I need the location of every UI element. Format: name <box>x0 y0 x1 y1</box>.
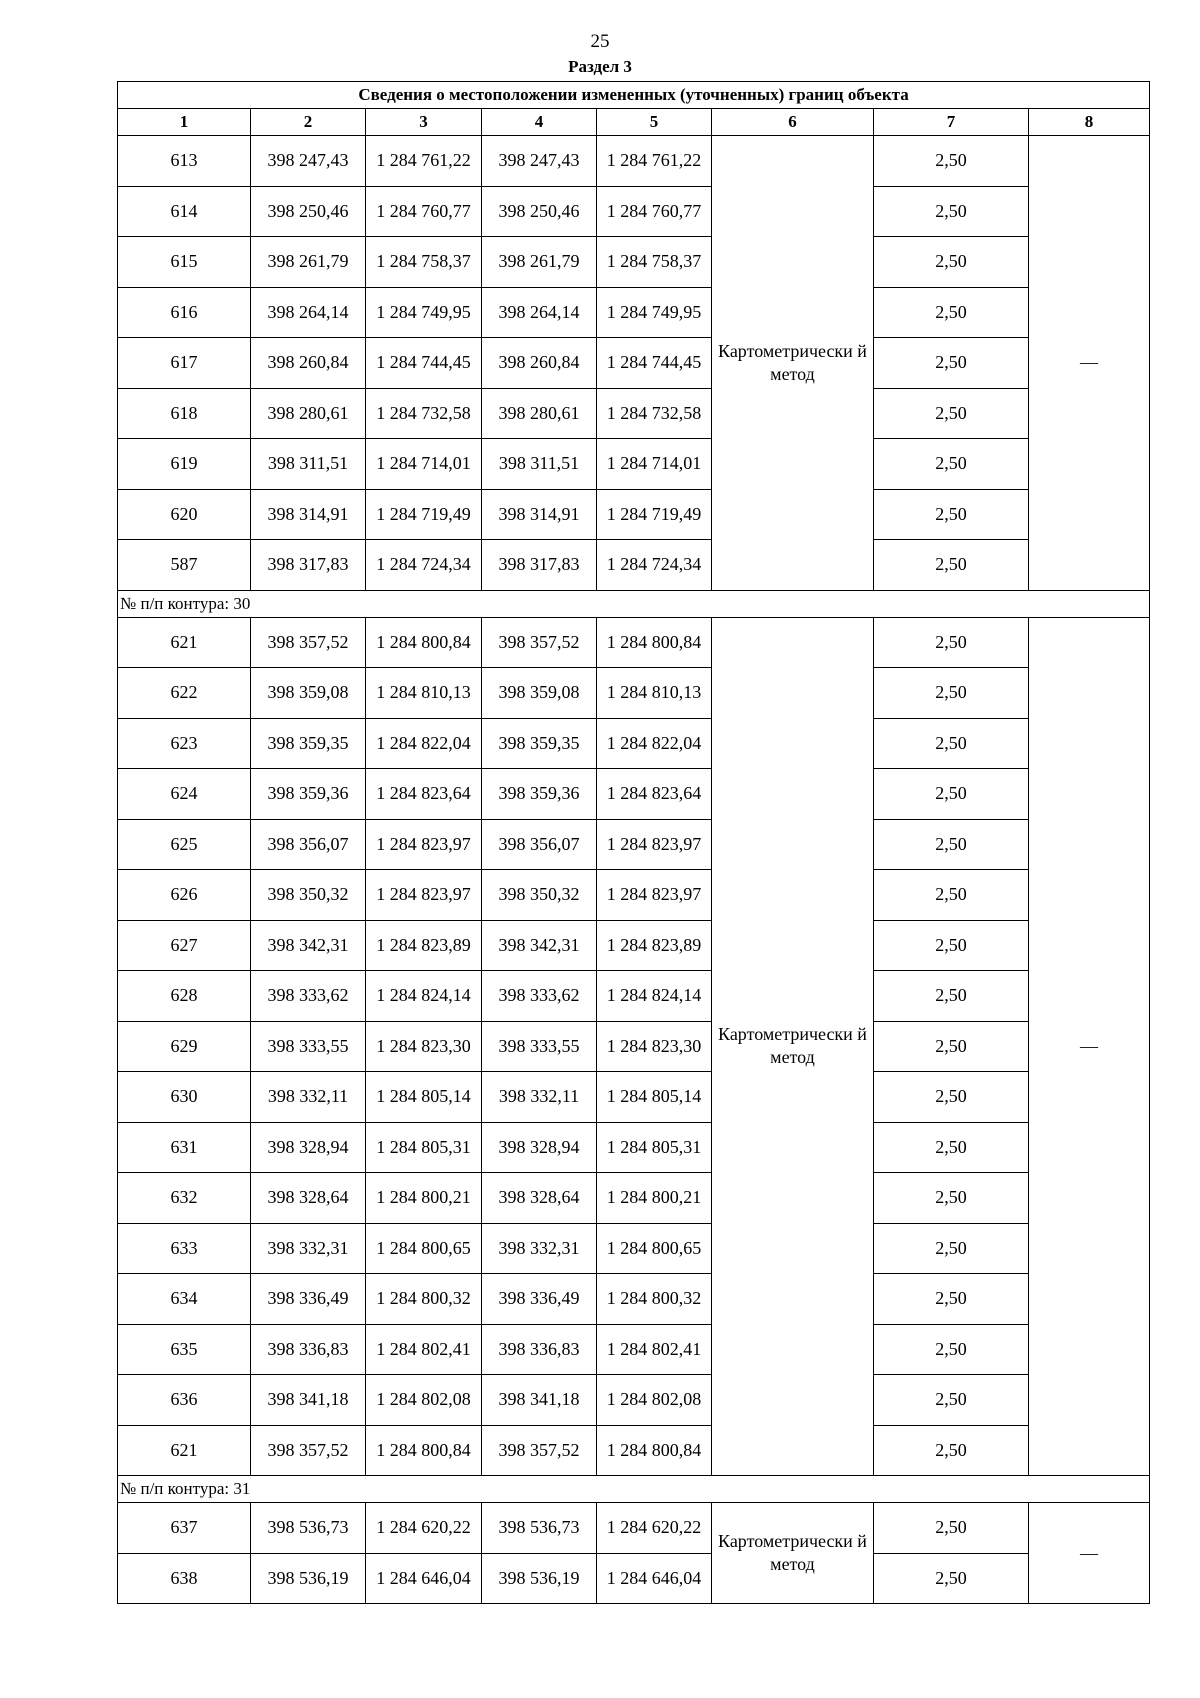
y-new-cell: 1 284 800,21 <box>597 1173 712 1224</box>
table-row <box>118 1503 1150 1554</box>
accuracy-cell: 2,50 <box>874 1425 1029 1476</box>
y-existing-cell: 1 284 800,32 <box>366 1274 482 1325</box>
point-number-cell: 634 <box>118 1274 251 1325</box>
x-existing-cell: 398 342,31 <box>251 920 366 971</box>
x-existing-cell: 398 333,62 <box>251 971 366 1022</box>
table-row <box>118 1425 1150 1476</box>
method-cell: Картометрически й метод <box>712 136 874 591</box>
accuracy-cell: 2,50 <box>874 237 1029 288</box>
x-existing-cell: 398 357,52 <box>251 617 366 668</box>
x-existing-cell: 398 350,32 <box>251 870 366 921</box>
point-number-cell: 623 <box>118 718 251 769</box>
accuracy-cell: 2,50 <box>874 718 1029 769</box>
x-existing-cell: 398 336,83 <box>251 1324 366 1375</box>
column-number: 1 <box>118 109 251 136</box>
table-row <box>118 870 1150 921</box>
table-row <box>118 769 1150 820</box>
y-new-cell: 1 284 823,89 <box>597 920 712 971</box>
y-new-cell: 1 284 810,13 <box>597 668 712 719</box>
x-new-cell: 398 336,49 <box>482 1274 597 1325</box>
table-row <box>118 971 1150 1022</box>
contour-row <box>118 590 1150 617</box>
x-new-cell: 398 332,31 <box>482 1223 597 1274</box>
accuracy-cell: 2,50 <box>874 540 1029 591</box>
y-existing-cell: 1 284 724,34 <box>366 540 482 591</box>
y-new-cell: 1 284 724,34 <box>597 540 712 591</box>
y-existing-cell: 1 284 802,41 <box>366 1324 482 1375</box>
accuracy-cell: 2,50 <box>874 1503 1029 1554</box>
point-number-cell: 624 <box>118 769 251 820</box>
y-existing-cell: 1 284 760,77 <box>366 186 482 237</box>
x-existing-cell: 398 359,08 <box>251 668 366 719</box>
table-row <box>118 1122 1150 1173</box>
y-existing-cell: 1 284 823,97 <box>366 870 482 921</box>
contour-label: № п/п контура: 30 <box>118 590 1150 617</box>
y-new-cell: 1 284 758,37 <box>597 237 712 288</box>
accuracy-cell: 2,50 <box>874 1173 1029 1224</box>
point-number-cell: 631 <box>118 1122 251 1173</box>
x-new-cell: 398 317,83 <box>482 540 597 591</box>
y-new-cell: 1 284 800,84 <box>597 617 712 668</box>
y-new-cell: 1 284 802,08 <box>597 1375 712 1426</box>
column8-cell: — <box>1029 136 1150 591</box>
x-new-cell: 398 260,84 <box>482 338 597 389</box>
accuracy-cell: 2,50 <box>874 338 1029 389</box>
y-new-cell: 1 284 749,95 <box>597 287 712 338</box>
y-new-cell: 1 284 823,64 <box>597 769 712 820</box>
x-new-cell: 398 350,32 <box>482 870 597 921</box>
page-number: 25 <box>590 31 610 52</box>
table-row <box>118 1072 1150 1123</box>
x-existing-cell: 398 261,79 <box>251 237 366 288</box>
y-new-cell: 1 284 805,31 <box>597 1122 712 1173</box>
y-existing-cell: 1 284 810,13 <box>366 668 482 719</box>
table-row <box>118 439 1150 490</box>
accuracy-cell: 2,50 <box>874 769 1029 820</box>
column-number-row <box>118 109 1150 136</box>
x-existing-cell: 398 311,51 <box>251 439 366 490</box>
column-number: 7 <box>874 109 1029 136</box>
x-existing-cell: 398 314,91 <box>251 489 366 540</box>
coordinates-table <box>117 81 1150 1604</box>
y-existing-cell: 1 284 805,31 <box>366 1122 482 1173</box>
column-number: 3 <box>366 109 482 136</box>
y-new-cell: 1 284 824,14 <box>597 971 712 1022</box>
table-row <box>118 1375 1150 1426</box>
point-number-cell: 633 <box>118 1223 251 1274</box>
x-new-cell: 398 247,43 <box>482 136 597 187</box>
method-cell: Картометрически й метод <box>712 1503 874 1604</box>
accuracy-cell: 2,50 <box>874 1223 1029 1274</box>
column-number: 2 <box>251 109 366 136</box>
y-new-cell: 1 284 800,84 <box>597 1425 712 1476</box>
point-number-cell: 628 <box>118 971 251 1022</box>
x-existing-cell: 398 333,55 <box>251 1021 366 1072</box>
accuracy-cell: 2,50 <box>874 920 1029 971</box>
y-existing-cell: 1 284 824,14 <box>366 971 482 1022</box>
y-existing-cell: 1 284 823,64 <box>366 769 482 820</box>
x-existing-cell: 398 332,31 <box>251 1223 366 1274</box>
point-number-cell: 637 <box>118 1503 251 1554</box>
y-new-cell: 1 284 800,65 <box>597 1223 712 1274</box>
y-new-cell: 1 284 823,97 <box>597 819 712 870</box>
x-new-cell: 398 341,18 <box>482 1375 597 1426</box>
table-row <box>118 819 1150 870</box>
y-existing-cell: 1 284 823,30 <box>366 1021 482 1072</box>
y-existing-cell: 1 284 823,97 <box>366 819 482 870</box>
accuracy-cell: 2,50 <box>874 136 1029 187</box>
table-row <box>118 136 1150 187</box>
table-row <box>118 617 1150 668</box>
x-new-cell: 398 342,31 <box>482 920 597 971</box>
x-existing-cell: 398 356,07 <box>251 819 366 870</box>
x-existing-cell: 398 332,11 <box>251 1072 366 1123</box>
point-number-cell: 636 <box>118 1375 251 1426</box>
accuracy-cell: 2,50 <box>874 1122 1029 1173</box>
x-existing-cell: 398 317,83 <box>251 540 366 591</box>
x-new-cell: 398 332,11 <box>482 1072 597 1123</box>
point-number-cell: 618 <box>118 388 251 439</box>
y-new-cell: 1 284 823,30 <box>597 1021 712 1072</box>
table-row <box>118 287 1150 338</box>
table-row <box>118 489 1150 540</box>
point-number-cell: 587 <box>118 540 251 591</box>
y-existing-cell: 1 284 822,04 <box>366 718 482 769</box>
point-number-cell: 622 <box>118 668 251 719</box>
y-new-cell: 1 284 822,04 <box>597 718 712 769</box>
x-new-cell: 398 280,61 <box>482 388 597 439</box>
table-row <box>118 1173 1150 1224</box>
y-new-cell: 1 284 802,41 <box>597 1324 712 1375</box>
x-existing-cell: 398 359,36 <box>251 769 366 820</box>
table-row <box>118 1274 1150 1325</box>
accuracy-cell: 2,50 <box>874 439 1029 490</box>
x-new-cell: 398 357,52 <box>482 1425 597 1476</box>
y-new-cell: 1 284 805,14 <box>597 1072 712 1123</box>
x-existing-cell: 398 328,64 <box>251 1173 366 1224</box>
point-number-cell: 616 <box>118 287 251 338</box>
table-row <box>118 338 1150 389</box>
y-new-cell: 1 284 714,01 <box>597 439 712 490</box>
x-existing-cell: 398 328,94 <box>251 1122 366 1173</box>
x-new-cell: 398 264,14 <box>482 287 597 338</box>
y-existing-cell: 1 284 800,65 <box>366 1223 482 1274</box>
y-new-cell: 1 284 800,32 <box>597 1274 712 1325</box>
table-row <box>118 1223 1150 1274</box>
point-number-cell: 615 <box>118 237 251 288</box>
table-row <box>118 718 1150 769</box>
accuracy-cell: 2,50 <box>874 870 1029 921</box>
x-existing-cell: 398 341,18 <box>251 1375 366 1426</box>
column-number: 6 <box>712 109 874 136</box>
x-new-cell: 398 261,79 <box>482 237 597 288</box>
x-existing-cell: 398 357,52 <box>251 1425 366 1476</box>
x-new-cell: 398 311,51 <box>482 439 597 490</box>
x-new-cell: 398 359,36 <box>482 769 597 820</box>
y-existing-cell: 1 284 758,37 <box>366 237 482 288</box>
accuracy-cell: 2,50 <box>874 1021 1029 1072</box>
y-existing-cell: 1 284 732,58 <box>366 388 482 439</box>
y-existing-cell: 1 284 749,95 <box>366 287 482 338</box>
x-new-cell: 398 328,94 <box>482 1122 597 1173</box>
x-new-cell: 398 328,64 <box>482 1173 597 1224</box>
x-existing-cell: 398 260,84 <box>251 338 366 389</box>
x-new-cell: 398 333,55 <box>482 1021 597 1072</box>
accuracy-cell: 2,50 <box>874 617 1029 668</box>
y-existing-cell: 1 284 761,22 <box>366 136 482 187</box>
accuracy-cell: 2,50 <box>874 287 1029 338</box>
y-existing-cell: 1 284 802,08 <box>366 1375 482 1426</box>
y-existing-cell: 1 284 800,21 <box>366 1173 482 1224</box>
accuracy-cell: 2,50 <box>874 388 1029 439</box>
table-row <box>118 237 1150 288</box>
y-new-cell: 1 284 719,49 <box>597 489 712 540</box>
point-number-cell: 621 <box>118 1425 251 1476</box>
x-new-cell: 398 536,19 <box>482 1553 597 1604</box>
point-number-cell: 625 <box>118 819 251 870</box>
table-row <box>118 540 1150 591</box>
table-caption: Сведения о местоположении измененных (уточненных) границ объекта <box>118 82 1150 109</box>
x-new-cell: 398 333,62 <box>482 971 597 1022</box>
accuracy-cell: 2,50 <box>874 1274 1029 1325</box>
x-new-cell: 398 536,73 <box>482 1503 597 1554</box>
table-row <box>118 388 1150 439</box>
point-number-cell: 614 <box>118 186 251 237</box>
x-new-cell: 398 314,91 <box>482 489 597 540</box>
y-existing-cell: 1 284 744,45 <box>366 338 482 389</box>
accuracy-cell: 2,50 <box>874 819 1029 870</box>
accuracy-cell: 2,50 <box>874 1324 1029 1375</box>
method-cell: Картометрически й метод <box>712 617 874 1476</box>
x-existing-cell: 398 247,43 <box>251 136 366 187</box>
column-number: 8 <box>1029 109 1150 136</box>
contour-row <box>118 1476 1150 1503</box>
column-number: 5 <box>597 109 712 136</box>
y-existing-cell: 1 284 805,14 <box>366 1072 482 1123</box>
y-new-cell: 1 284 760,77 <box>597 186 712 237</box>
table-row <box>118 1553 1150 1604</box>
contour-label: № п/п контура: 31 <box>118 1476 1150 1503</box>
y-new-cell: 1 284 646,04 <box>597 1553 712 1604</box>
x-new-cell: 398 359,35 <box>482 718 597 769</box>
y-new-cell: 1 284 744,45 <box>597 338 712 389</box>
point-number-cell: 621 <box>118 617 251 668</box>
point-number-cell: 619 <box>118 439 251 490</box>
y-new-cell: 1 284 823,97 <box>597 870 712 921</box>
table-row <box>118 186 1150 237</box>
table-row <box>118 920 1150 971</box>
table-row <box>118 668 1150 719</box>
x-existing-cell: 398 264,14 <box>251 287 366 338</box>
section-title: Раздел 3 <box>568 57 632 76</box>
x-new-cell: 398 336,83 <box>482 1324 597 1375</box>
y-existing-cell: 1 284 620,22 <box>366 1503 482 1554</box>
point-number-cell: 613 <box>118 136 251 187</box>
y-existing-cell: 1 284 714,01 <box>366 439 482 490</box>
y-new-cell: 1 284 732,58 <box>597 388 712 439</box>
y-new-cell: 1 284 761,22 <box>597 136 712 187</box>
x-existing-cell: 398 280,61 <box>251 388 366 439</box>
x-new-cell: 398 356,07 <box>482 819 597 870</box>
x-existing-cell: 398 536,73 <box>251 1503 366 1554</box>
accuracy-cell: 2,50 <box>874 1553 1029 1604</box>
accuracy-cell: 2,50 <box>874 186 1029 237</box>
point-number-cell: 630 <box>118 1072 251 1123</box>
point-number-cell: 626 <box>118 870 251 921</box>
point-number-cell: 638 <box>118 1553 251 1604</box>
accuracy-cell: 2,50 <box>874 971 1029 1022</box>
point-number-cell: 632 <box>118 1173 251 1224</box>
x-existing-cell: 398 336,49 <box>251 1274 366 1325</box>
accuracy-cell: 2,50 <box>874 1072 1029 1123</box>
accuracy-cell: 2,50 <box>874 668 1029 719</box>
accuracy-cell: 2,50 <box>874 1375 1029 1426</box>
column8-cell: — <box>1029 1503 1150 1604</box>
column-number: 4 <box>482 109 597 136</box>
y-new-cell: 1 284 620,22 <box>597 1503 712 1554</box>
x-new-cell: 398 250,46 <box>482 186 597 237</box>
y-existing-cell: 1 284 646,04 <box>366 1553 482 1604</box>
x-existing-cell: 398 536,19 <box>251 1553 366 1604</box>
point-number-cell: 617 <box>118 338 251 389</box>
column8-cell: — <box>1029 617 1150 1476</box>
y-existing-cell: 1 284 823,89 <box>366 920 482 971</box>
x-new-cell: 398 359,08 <box>482 668 597 719</box>
x-new-cell: 398 357,52 <box>482 617 597 668</box>
x-existing-cell: 398 250,46 <box>251 186 366 237</box>
y-existing-cell: 1 284 800,84 <box>366 617 482 668</box>
table-row <box>118 1021 1150 1072</box>
y-existing-cell: 1 284 800,84 <box>366 1425 482 1476</box>
table-row <box>118 1324 1150 1375</box>
point-number-cell: 635 <box>118 1324 251 1375</box>
point-number-cell: 629 <box>118 1021 251 1072</box>
accuracy-cell: 2,50 <box>874 489 1029 540</box>
y-existing-cell: 1 284 719,49 <box>366 489 482 540</box>
point-number-cell: 620 <box>118 489 251 540</box>
point-number-cell: 627 <box>118 920 251 971</box>
x-existing-cell: 398 359,35 <box>251 718 366 769</box>
